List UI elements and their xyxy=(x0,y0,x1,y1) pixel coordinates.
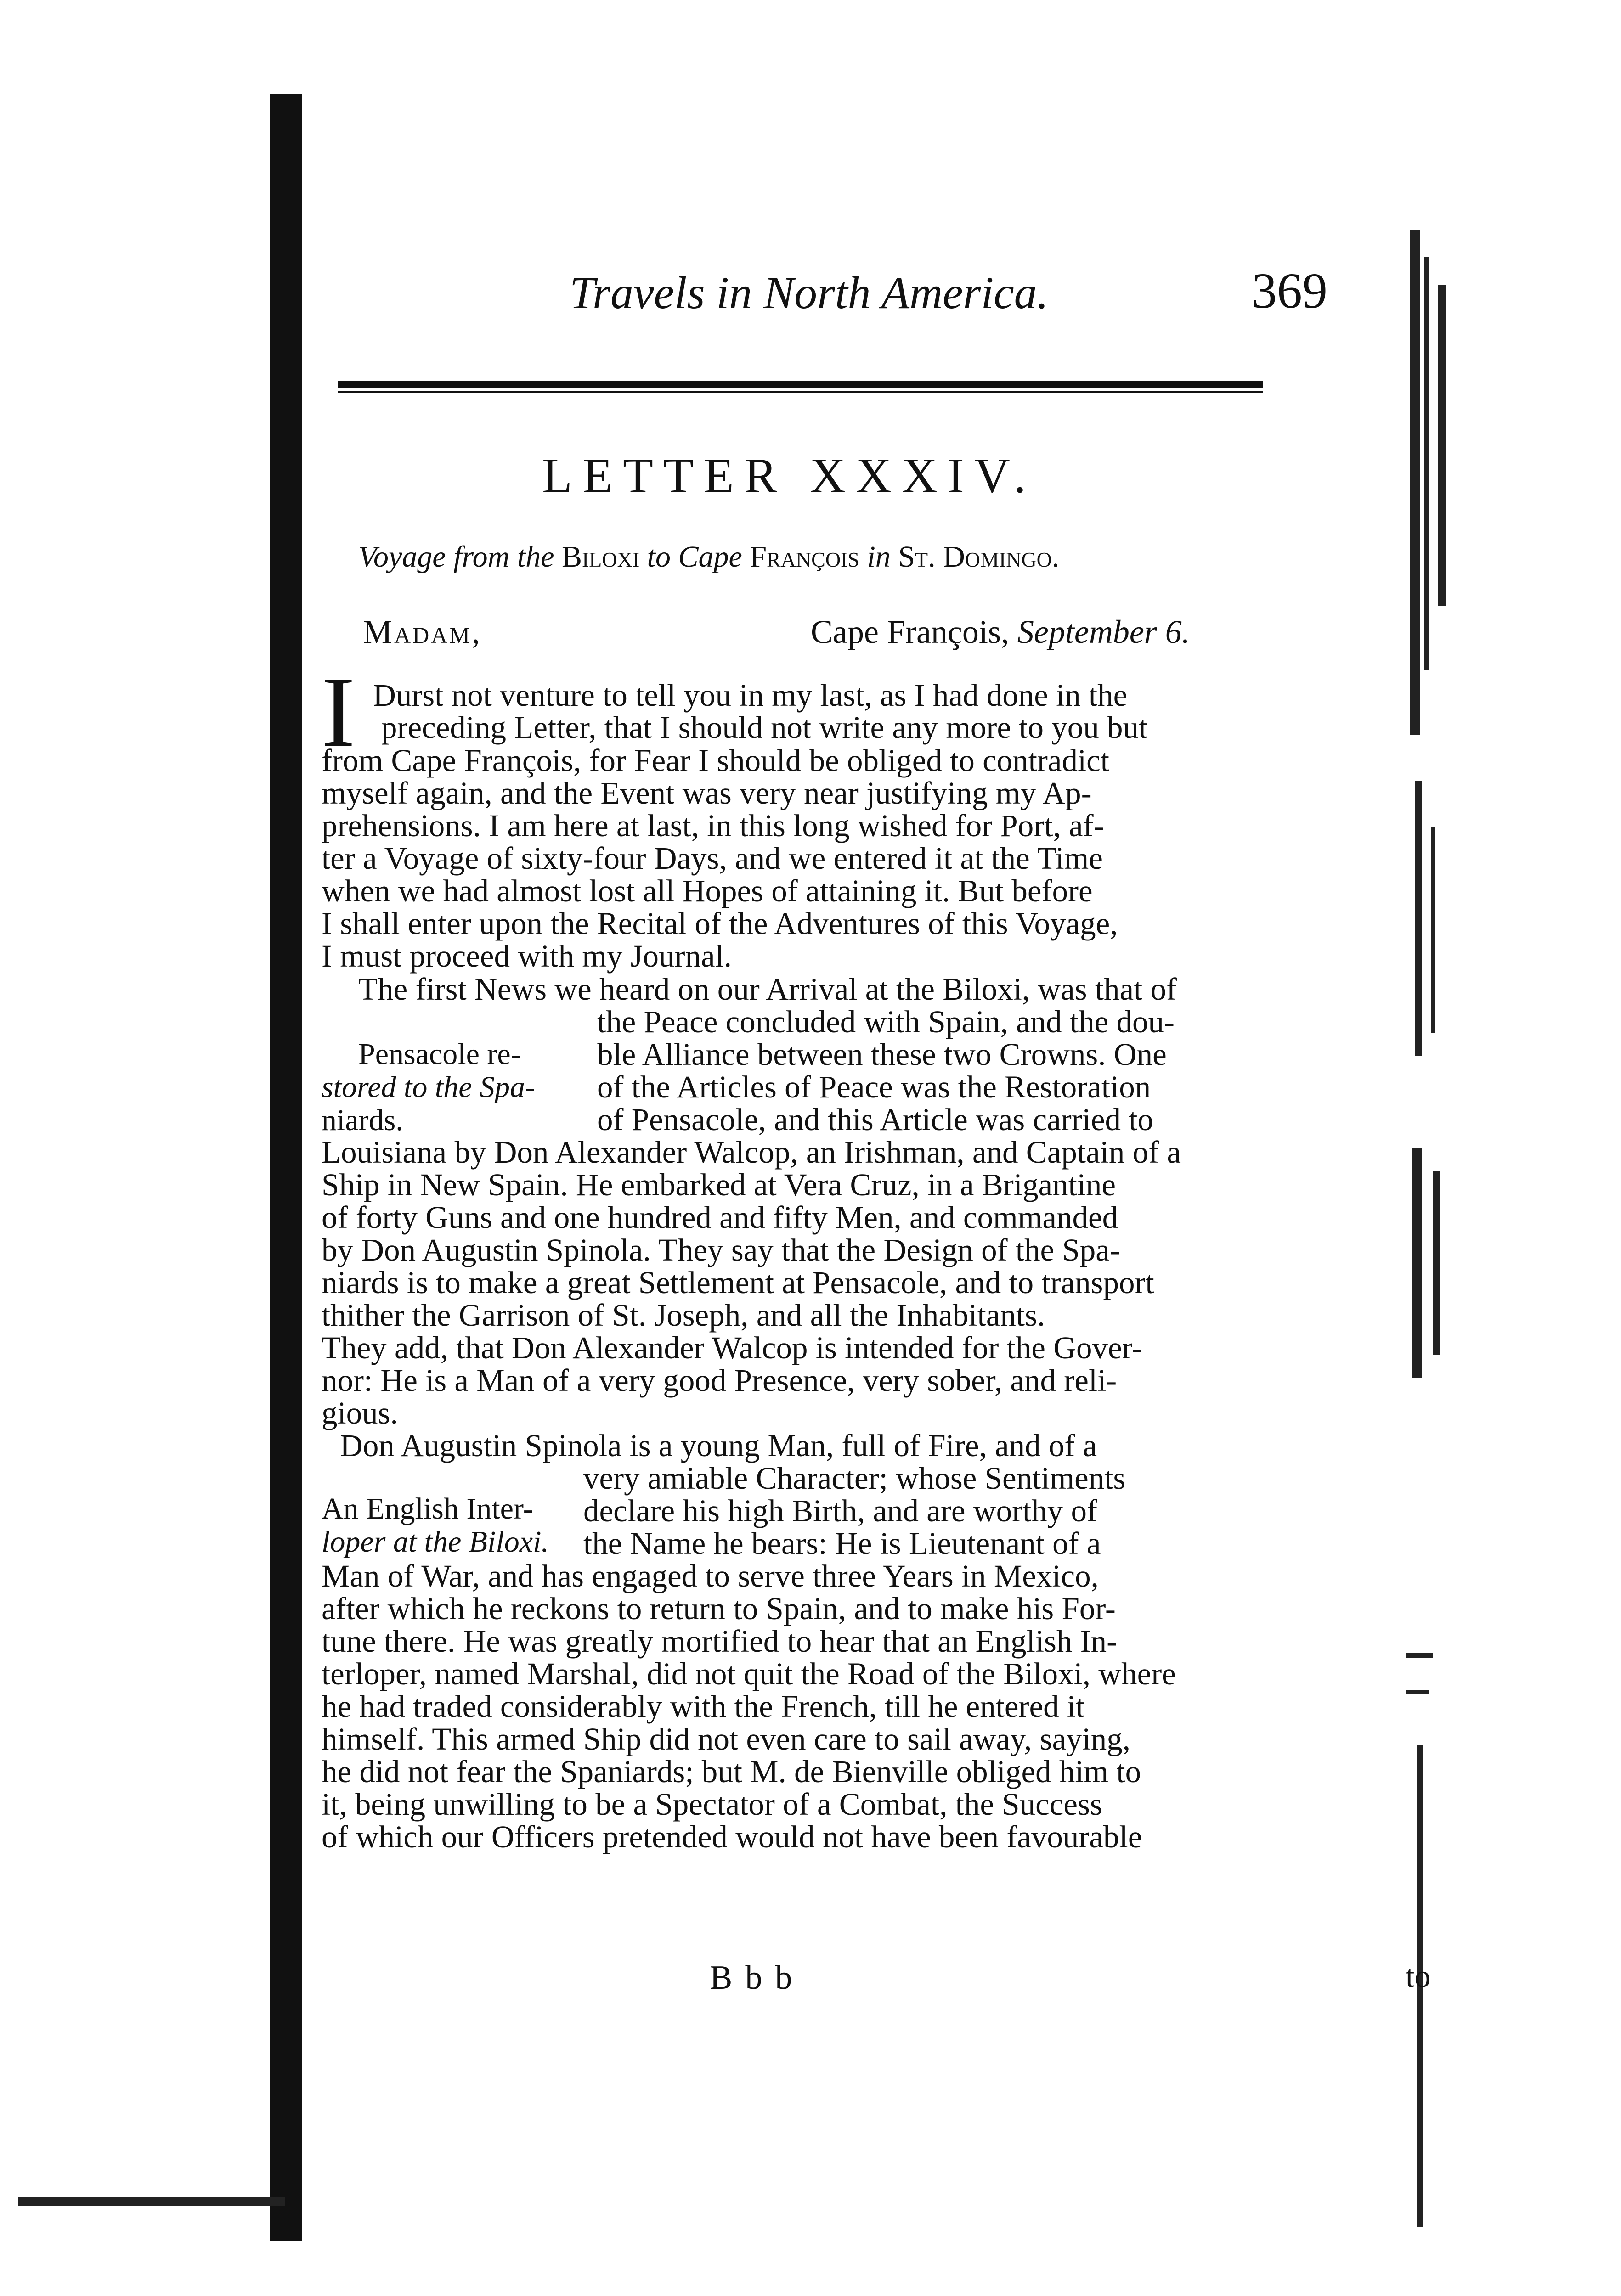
header-rule xyxy=(338,381,1263,388)
margin-note-pensacola xyxy=(322,1038,535,1137)
margin-note-line: An English Inter- xyxy=(322,1492,533,1525)
text-line: of Pensacole, and this Article was carried to xyxy=(597,1102,1153,1137)
margin-note-line: niards. xyxy=(322,1103,403,1137)
text-line: thither the Garrison of St. Joseph, and all the Inhabitants. xyxy=(322,1298,1045,1333)
text-line: himself. This armed Ship did not even care to sail away, saying, xyxy=(322,1722,1131,1756)
header-rule-thin xyxy=(338,391,1263,393)
text-line: he had traded considerably with the French, till he entered it xyxy=(322,1689,1085,1724)
text-line: it, being unwilling to be a Spectator of a Combat, the Success xyxy=(322,1787,1102,1822)
text-line: I shall enter upon the Recital of the Adventures of this Voyage, xyxy=(322,906,1118,941)
binding-shadow xyxy=(270,94,302,2241)
text-line: Durst not venture to tell you in my last, as I had done in the xyxy=(373,678,1128,713)
place-date xyxy=(811,613,1190,651)
subtitle-place-domingo: St. Domingo. xyxy=(898,540,1060,574)
text-line: the Name he bears: He is Lieutenant of a xyxy=(583,1526,1101,1561)
letter-heading: LETTER XXXIV. xyxy=(542,449,1036,503)
subtitle-part-3: in xyxy=(859,540,898,574)
margin-note-line: loper at the Biloxi. xyxy=(322,1525,549,1559)
text-line: I must proceed with my Journal. xyxy=(322,939,732,974)
text-line: Louisiana by Don Alexander Walcop, an Irishman, and Captain of a xyxy=(322,1135,1181,1170)
salutation: Madam, xyxy=(363,613,482,650)
text-line: the Peace concluded with Spain, and the dou- xyxy=(597,1004,1175,1039)
place: Cape François, xyxy=(811,613,1017,650)
text-line: prehensions. I am here at last, in this long wished for Port, af- xyxy=(322,808,1104,843)
text-line: gious. xyxy=(322,1396,398,1430)
binding-shadow-foot xyxy=(18,2197,285,2206)
subtitle-part-2: to Cape xyxy=(639,540,750,574)
text-line: niards is to make a great Settlement at Pensacole, and to transport xyxy=(322,1265,1154,1300)
drop-cap: I xyxy=(322,656,356,768)
text-line: Man of War, and has engaged to serve three Years in Mexico, xyxy=(322,1559,1099,1593)
text-line: ble Alliance between these two Crowns. One xyxy=(597,1037,1167,1072)
text-line: of the Articles of Peace was the Restoration xyxy=(597,1069,1151,1104)
text-line: of forty Guns and one hundred and fifty Men, and commanded xyxy=(322,1200,1118,1235)
text-line: declare his high Birth, and are worthy of xyxy=(583,1493,1097,1528)
text-line: myself again, and the Event was very near justifying my Ap- xyxy=(322,776,1092,810)
text-line: Don Augustin Spinola is a young Man, full of Fire, and of a xyxy=(340,1428,1097,1463)
text-line: very amiable Character; whose Sentiments xyxy=(583,1461,1126,1496)
text-line: from Cape François, for Fear I should be obliged to contradict xyxy=(322,743,1109,778)
signature-mark: Bbb xyxy=(710,1959,805,1997)
text-line: terloper, named Marshal, did not quit the Road of the Biloxi, where xyxy=(322,1656,1176,1691)
date: September 6. xyxy=(1017,613,1190,650)
catchword: to xyxy=(1406,1959,1431,1994)
text-line: after which he reckons to return to Spain, and to make his For- xyxy=(322,1591,1116,1626)
text-line: preceding Letter, that I should not write any more to you but xyxy=(381,710,1148,745)
running-head xyxy=(570,262,1327,331)
subtitle-place-francois: François xyxy=(750,540,859,574)
page-number: 369 xyxy=(1252,263,1327,319)
running-title: Travels in North America. xyxy=(570,267,1049,318)
text-line: of which our Officers pretended would not have been favourable xyxy=(322,1819,1142,1854)
text-line: by Don Augustin Spinola. They say that the Design of the Spa- xyxy=(322,1232,1120,1267)
text-line: when we had almost lost all Hopes of attaining it. But before xyxy=(322,873,1093,908)
margin-note-line: Pensacole re- xyxy=(358,1037,521,1071)
text-line: ter a Voyage of sixty-four Days, and we entered it at the Time xyxy=(322,841,1103,876)
text-line: he did not fear the Spaniards; but M. de Bienville obliged him to xyxy=(322,1754,1141,1789)
text-line: Ship in New Spain. He embarked at Vera Cruz, in a Brigantine xyxy=(322,1167,1116,1202)
facing-page-bleed xyxy=(1406,230,1497,2227)
margin-note-line: stored to the Spa- xyxy=(322,1070,535,1104)
text-line: They add, that Don Alexander Walcop is intended for the Gover- xyxy=(322,1330,1143,1365)
text-line: tune there. He was greatly mortified to hear that an English In- xyxy=(322,1624,1118,1659)
subtitle-place-biloxi: Biloxi xyxy=(561,540,640,574)
letter-subtitle xyxy=(358,540,1059,574)
text-line: nor: He is a Man of a very good Presence, very sober, and reli- xyxy=(322,1363,1117,1398)
subtitle-part-1: Voyage from the xyxy=(358,540,562,574)
text-line: The first News we heard on our Arrival at the Biloxi, was that of xyxy=(358,972,1177,1007)
margin-note-interloper xyxy=(322,1492,549,1559)
